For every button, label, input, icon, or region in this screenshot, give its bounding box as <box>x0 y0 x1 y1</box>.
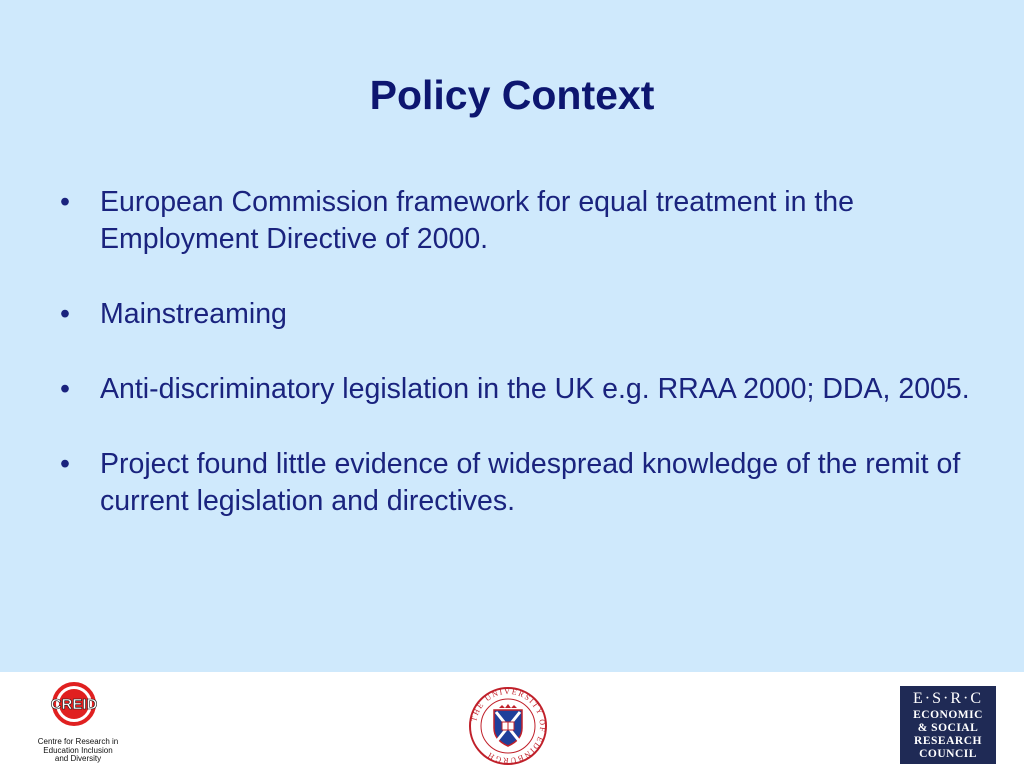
bullet-marker: • <box>60 373 70 405</box>
seal-ring-text: THE UNIVERSITY OF EDINBURGH <box>469 686 548 766</box>
university-of-edinburgh-seal <box>466 684 550 768</box>
creid-wordmark: CREID <box>50 696 98 713</box>
esrc-acronym: E·S·R·C <box>913 690 983 707</box>
esrc-line: COUNCIL <box>919 748 977 760</box>
bullet-text: Anti-discriminatory legislation in the UK e.g. RRAA 2000; DDA, 2005. <box>100 373 970 405</box>
bullet-item <box>60 296 980 333</box>
bullet-text: European Commission framework for equal treatment in the Employment Directive of 2000. <box>100 186 855 255</box>
esrc-line: RESEARCH <box>914 735 982 747</box>
creid-subtitle: Centre for Research in Education Inclusion and Diversity <box>37 737 119 763</box>
esrc-line: & SOCIAL <box>917 722 979 734</box>
slide-title: Policy Context <box>369 72 655 118</box>
bullet-item <box>60 371 980 408</box>
bullet-text: Project found little evidence of widespread knowledge of the remit of current legislation and directives. <box>100 448 961 517</box>
bullet-marker: • <box>60 448 70 480</box>
esrc-line: ECONOMIC <box>913 709 983 721</box>
bullet-marker: • <box>60 298 70 330</box>
esrc-logo <box>900 686 996 764</box>
bullet-text: Mainstreaming <box>100 298 287 330</box>
bullet-list <box>60 184 980 558</box>
bullet-marker: • <box>60 186 70 218</box>
bullet-item <box>60 184 980 258</box>
bullet-item <box>60 446 980 520</box>
